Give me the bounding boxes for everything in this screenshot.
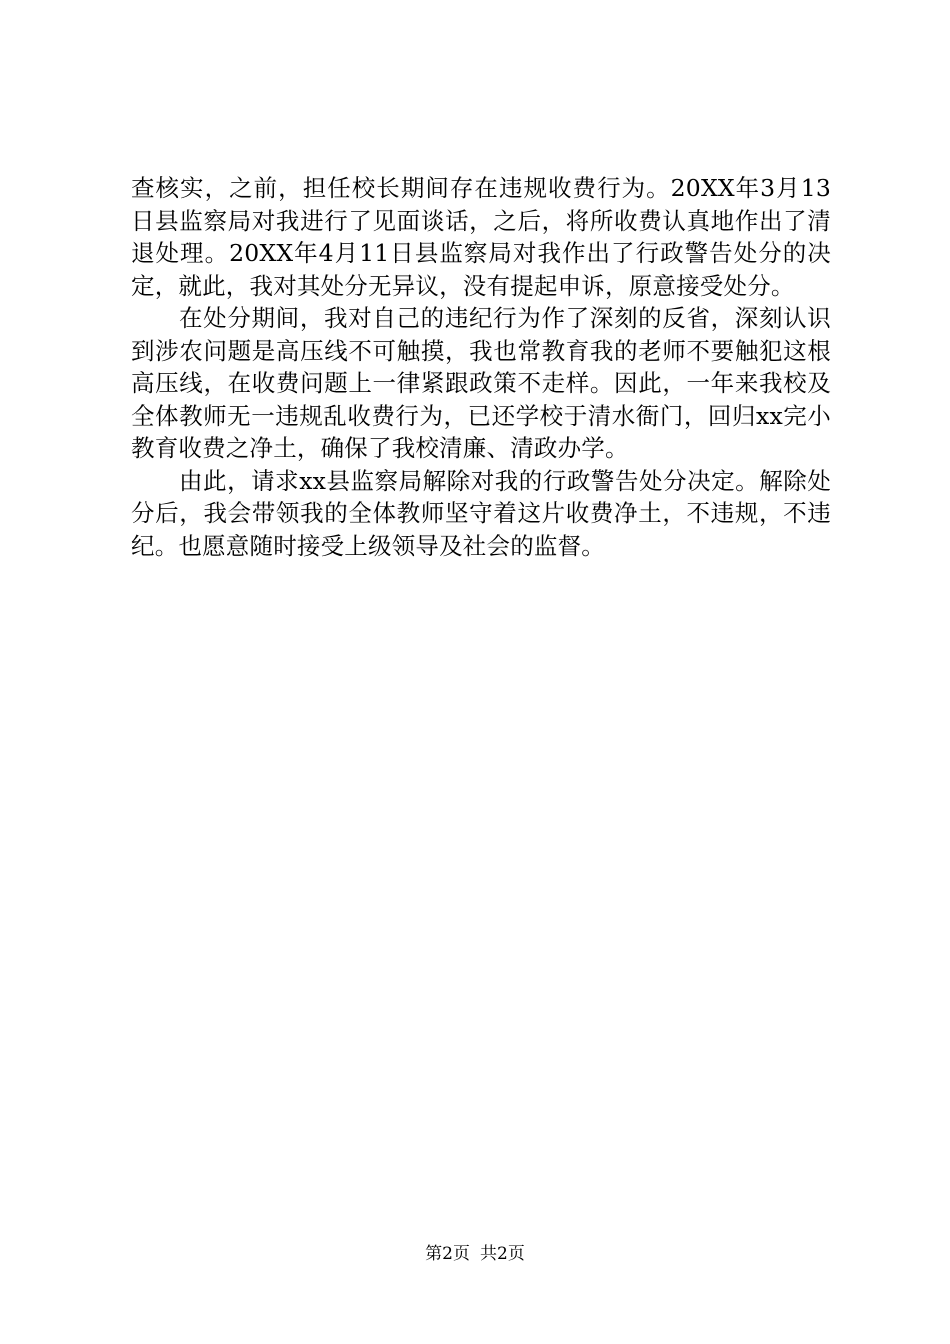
paragraph-reflection: 在处分期间，我对自己的违纪行为作了深刻的反省，深刻认识到涉农问题是高压线不可触摸，我也常教育我的老师不要触犯这根高压线，在收费问题上一律紧跟政策不走样。因此，一年来我校及全体教师无一违规乱收费行为，已还学校于清水衙门，回归xx完小教育收费之净土，确保了我校清廉、清政办学。	[131, 304, 831, 462]
page-footer	[0, 1243, 950, 1265]
page-total: 共2页	[480, 1244, 525, 1264]
paragraph-continued: 查核实，之前，担任校长期间存在违规收费行为。20XX年3月13日县监察局对我进行了见面谈话，之后，将所收费认真地作出了清退处理。20XX年4月11日县监察局对我作出了行政警告处分的决定，就此，我对其处分无异议，没有提起申诉，原意接受处分。	[131, 174, 831, 300]
paragraph-request: 由此，请求xx县监察局解除对我的行政警告处分决定。解除处分后，我会带领我的全体教师坚守着这片收费净土，不违规，不违纪。也愿意随时接受上级领导及社会的监督。	[131, 466, 831, 560]
page-number: 第2页	[425, 1244, 470, 1264]
document-body	[131, 172, 831, 562]
